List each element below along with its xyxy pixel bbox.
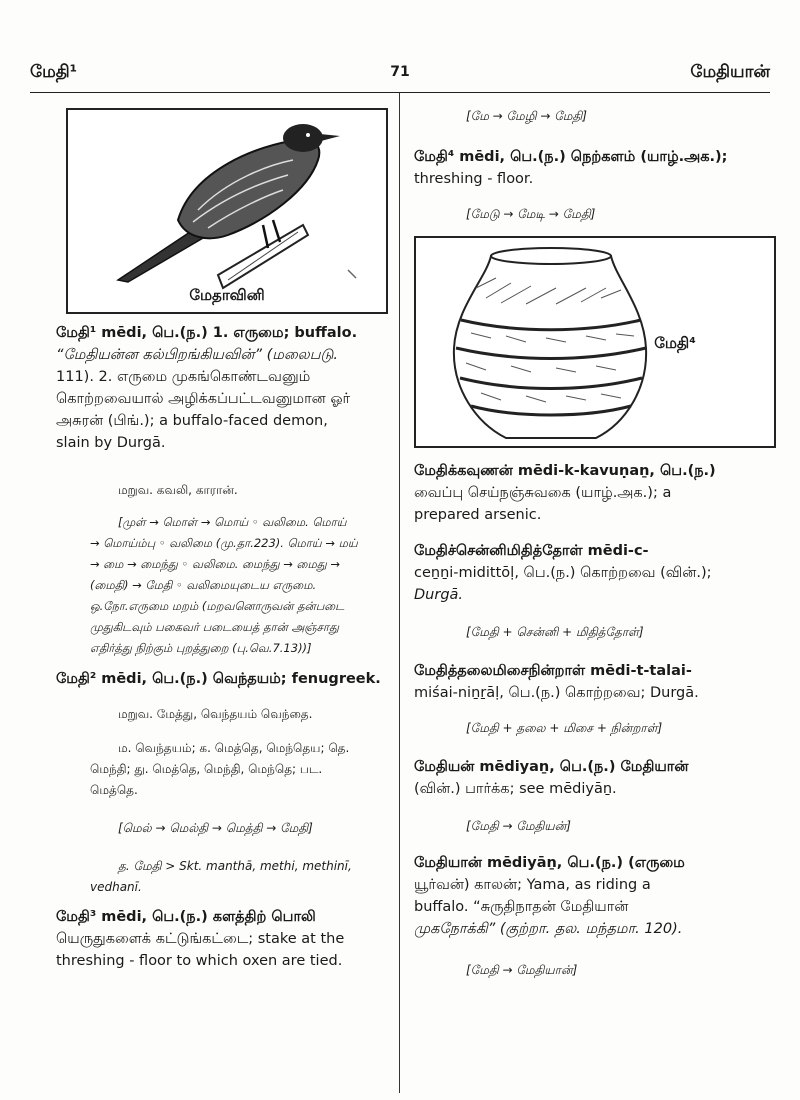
pot-illustration [416,238,774,446]
entry-line: miśai-niṉṟāḷ, பெ.(ந.) கொற்றவை; Durgā. [414,685,699,701]
entry-medikkavunan [414,460,776,526]
etymology-line: → மொய்ம்பு ◦ வலிமை (மு.தா.223). மொய் → மய் [90,536,358,550]
entry-line: (வின்.) பார்க்க; see mēdiyāṉ. [414,781,617,797]
cognate-line: மெந்தி; து. மெத்தெ, மெந்தி, மெந்தெ; பட. [90,762,323,776]
entry-line: யூர்வன்) காலன்; Yama, as riding a [414,877,651,893]
entry-medi-4 [414,146,776,190]
etymology-line: [மேதி + தலை + மிசை + நின்றாள்] [466,721,663,735]
synonym-line: மறுவ. கவலி, காரான். [118,483,238,497]
entry-medicchenni [414,540,776,606]
sanskrit-line: vedhanī. [90,880,142,894]
synonym-line: மறுவ. மேத்து, வெந்தயம் வெந்தை. [118,707,313,721]
etymology-line: (மைதி) → மேதி ◦ வலிமையுடைய எருமை. [90,578,317,592]
bird-figure-box [66,108,388,314]
entry-line: threshing - floor to which oxen are tied. [56,953,343,969]
entry-line: slain by Durgā. [56,435,166,451]
entry-medi-3 [56,906,390,972]
cognate-line: மெத்தெ. [90,783,138,797]
entry-line: மேதிக்கவுணன் mēdi-k-kavuṇaṉ, பெ.(ந.) [414,463,716,479]
pot-label: மேதி⁴ [654,334,696,352]
entry-line: மேதி¹ mēdi, பெ.(ந.) 1. எருமை; buffalo. [56,325,358,341]
entry-line: buffalo. “சுருதிநாதன் மேதியான் [414,899,629,915]
entry-mediyaan [414,852,776,940]
entry-line: வைப்பு செய்நஞ்சுவகை (யாழ்.அக.); a [414,485,672,501]
sanskrit-line: த. மேதி > Skt. manthā, methi, methinī, [118,859,352,873]
etymology-line: [மே → மேழி → மேதி] [466,109,587,123]
entry-line: threshing - floor. [414,171,534,187]
page-number: 71 [390,64,410,80]
pot-figure-box [414,236,776,448]
header-left-guideword: மேதி¹ [30,62,78,82]
entry-line: மேதி⁴ mēdi, பெ.(ந.) நெற்களம் (யாழ்.அக.); [414,149,728,165]
entry-line: prepared arsenic. [414,507,542,523]
etymology-line: [மேதி → மேதியன்] [466,819,571,833]
entry-line: கொற்றவையால் அழிக்கப்பட்டவனுமான ஓர் [56,391,351,407]
entry-mediyan [414,756,776,800]
bird-illustration [68,110,386,312]
entry-line: மேதியான் mēdiyāṉ, பெ.(ந.) (எருமை [414,855,685,871]
etymology-block [90,512,390,659]
entry-line: மேதி³ mēdi, பெ.(ந.) களத்திற் பொலி [56,909,316,925]
etymology-line: [மேதி → மேதியான்] [466,963,578,977]
entry-line: மேதித்தலைமிசைநின்றாள் mēdi-t-talai- [414,663,692,679]
etymology-line: முதுகிடவும் பகைவர் படையைத் தான் அஞ்சாது [90,620,339,634]
etymology-line: [முள் → மொள் → மொய் ◦ வலிமை. மொய் [118,515,347,529]
entry-medi-1 [56,322,390,454]
cognates-block [90,738,390,801]
entry-line: முகநோக்கி” (குற்றா. தல. மந்தமா. 120). [414,921,683,937]
cognate-line: ம. வெந்தயம்; க. மெத்தெ, மெந்தெய; தெ. [118,741,350,755]
etymology-line: → மை → மைந்து ◦ வலிமை. மைந்து → மைது → [90,557,340,571]
header-right-guideword: மேதியான் [690,62,770,82]
etymology-line: [மேதி + சென்னி + மிதித்தோள்] [466,625,644,639]
entry-line: மேதியன் mēdiyaṉ, பெ.(ந.) மேதியான் [414,759,689,775]
etymology-line: ஒ.நோ.எருமை மறம் (மறவனொருவன் தன்படை [90,599,345,613]
figure-caption: மேதாவினி [189,286,265,304]
entry-line: மேதிச்சென்னிமிதித்தோள் mēdi-c- [414,543,649,559]
etymology-line: எதிர்த்து நிற்கும் புறத்துறை (பு.வெ.7.13))] [90,641,312,655]
entry-line: Durgā. [414,587,464,603]
entry-line: “மேதியன்ன கல்பிறங்கியவின்” (மலைபடு. [56,347,339,363]
sanskrit-block [90,856,390,898]
header-rule [30,92,770,93]
entry-line: 111). 2. எருமை முகங்கொண்டவனும் [56,369,311,385]
etymology-line: [மெல் → மெல்தி → மெத்தி → மேதி] [118,821,313,835]
entry-medi-2: மேதி² mēdi, பெ.(ந.) வெந்தயம்; fenugreek. [56,671,381,687]
entry-line: யெருதுகளைக் கட்டுங்கட்டை; stake at the [56,931,345,947]
entry-medittalai [414,660,776,704]
column-divider [399,93,400,1093]
entry-line: ceṉṉi-midittōḷ, பெ.(ந.) கொற்றவை (வின்.); [414,565,712,581]
entry-line: அசுரன் (பிங்.); a buffalo-faced demon, [56,413,328,429]
page-header [30,62,770,92]
etymology-line: [மேடு → மேடி → மேதி] [466,207,596,221]
